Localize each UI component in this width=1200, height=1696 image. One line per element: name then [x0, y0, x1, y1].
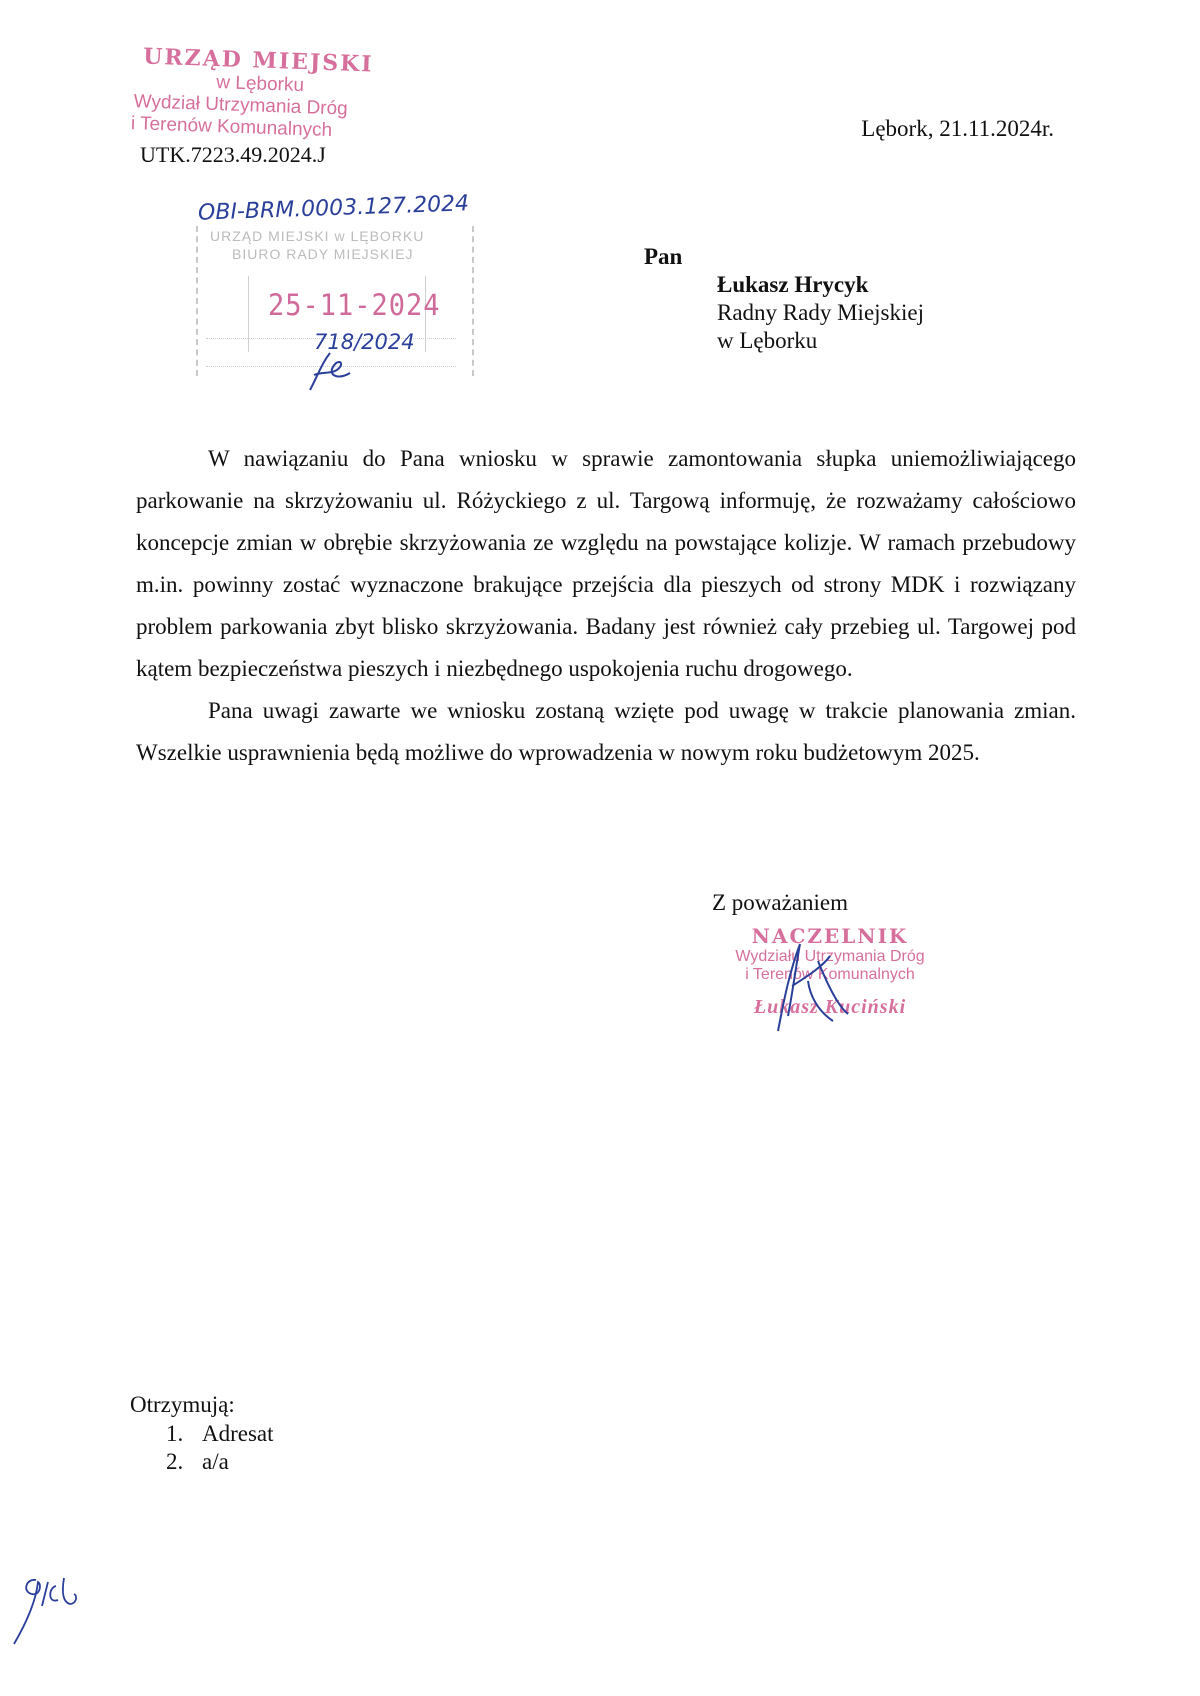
office-stamp-line3: Wydział Utrzymania Dróg — [133, 91, 349, 120]
letter-body — [136, 438, 1076, 774]
addressee-city: w Lęborku — [717, 328, 818, 353]
registration-stamp-line1: URZĄD MIEJSKI w LĘBORKU — [210, 228, 425, 244]
signature-stamp-line3: i Terenów Komunalnych — [745, 966, 915, 983]
addressee-name: Łukasz Hrycyk — [717, 272, 869, 297]
office-stamp-line4: i Terenów Komunalnych — [130, 113, 333, 142]
signature-stamp-line2: Wydziału Utrzymania Dróg — [735, 948, 925, 965]
registration-stamp-line2: BIURO RADY MIEJSKIEJ — [232, 246, 414, 262]
handwritten-signature-icon — [748, 936, 868, 1036]
registration-date: 25-11-2024 — [268, 288, 441, 323]
place-date: Lębork, 21.11.2024r. — [861, 116, 1054, 141]
closing-regards: Z poważaniem — [712, 890, 849, 915]
body-paragraph-1: W nawiązaniu do Pana wniosku w sprawie zamontowania słupka uniemożliwiającego parkowanie na skrzyżowaniu ul. Różyckiego z ul. Targową informuję, że rozważamy całościowo koncepcje zmian w obrębie skrzyżowania ze względu na powstające kolizje. W ramach przebudowy m.in. powinny zostać wyznaczone brakujące przejścia dla pieszych od strony MDK i rozwiązany problem parkowania zbyt blisko skrzyżowania. Badany jest również cały przebieg ul. Targowej pod kątem bezpieczeństwa pieszych i niezbędnego uspokojenia ruchu drogowego. — [136, 446, 1076, 681]
signature-stamp-title: NACZELNIK — [751, 924, 909, 948]
list-item: 1. Adresat — [166, 1421, 274, 1446]
addressee-role: Radny Rady Miejskiej — [717, 300, 924, 325]
recipients-title: Otrzymują: — [130, 1392, 235, 1417]
office-stamp-line2: w Lęborku — [215, 72, 305, 97]
recipients-list — [166, 1420, 274, 1476]
reference-number: UTK.7223.49.2024.J — [140, 142, 326, 167]
handwritten-initials-icon — [300, 345, 360, 395]
handwritten-registration-number: OBI-BRM.0003.127.2024 — [197, 191, 470, 226]
body-paragraph-2: Pana uwagi zawarte we wniosku zostaną wzięte pod uwagę w trakcie planowania zmian. Wszelkie usprawnienia będą możliwe do wprowadzenia w nowym roku budżetowym 2025. — [136, 698, 1076, 765]
handwritten-subnumber: 718/2024 — [314, 330, 415, 354]
corner-initials-icon — [8, 1560, 88, 1650]
addressee-salutation: Pan — [644, 244, 683, 269]
list-item: 2. a/a — [166, 1449, 229, 1474]
office-stamp-line1: URZĄD MIEJSKI — [142, 43, 375, 78]
office-stamp — [130, 43, 413, 145]
signature-stamp-name: Łukasz Kuciński — [753, 996, 907, 1018]
